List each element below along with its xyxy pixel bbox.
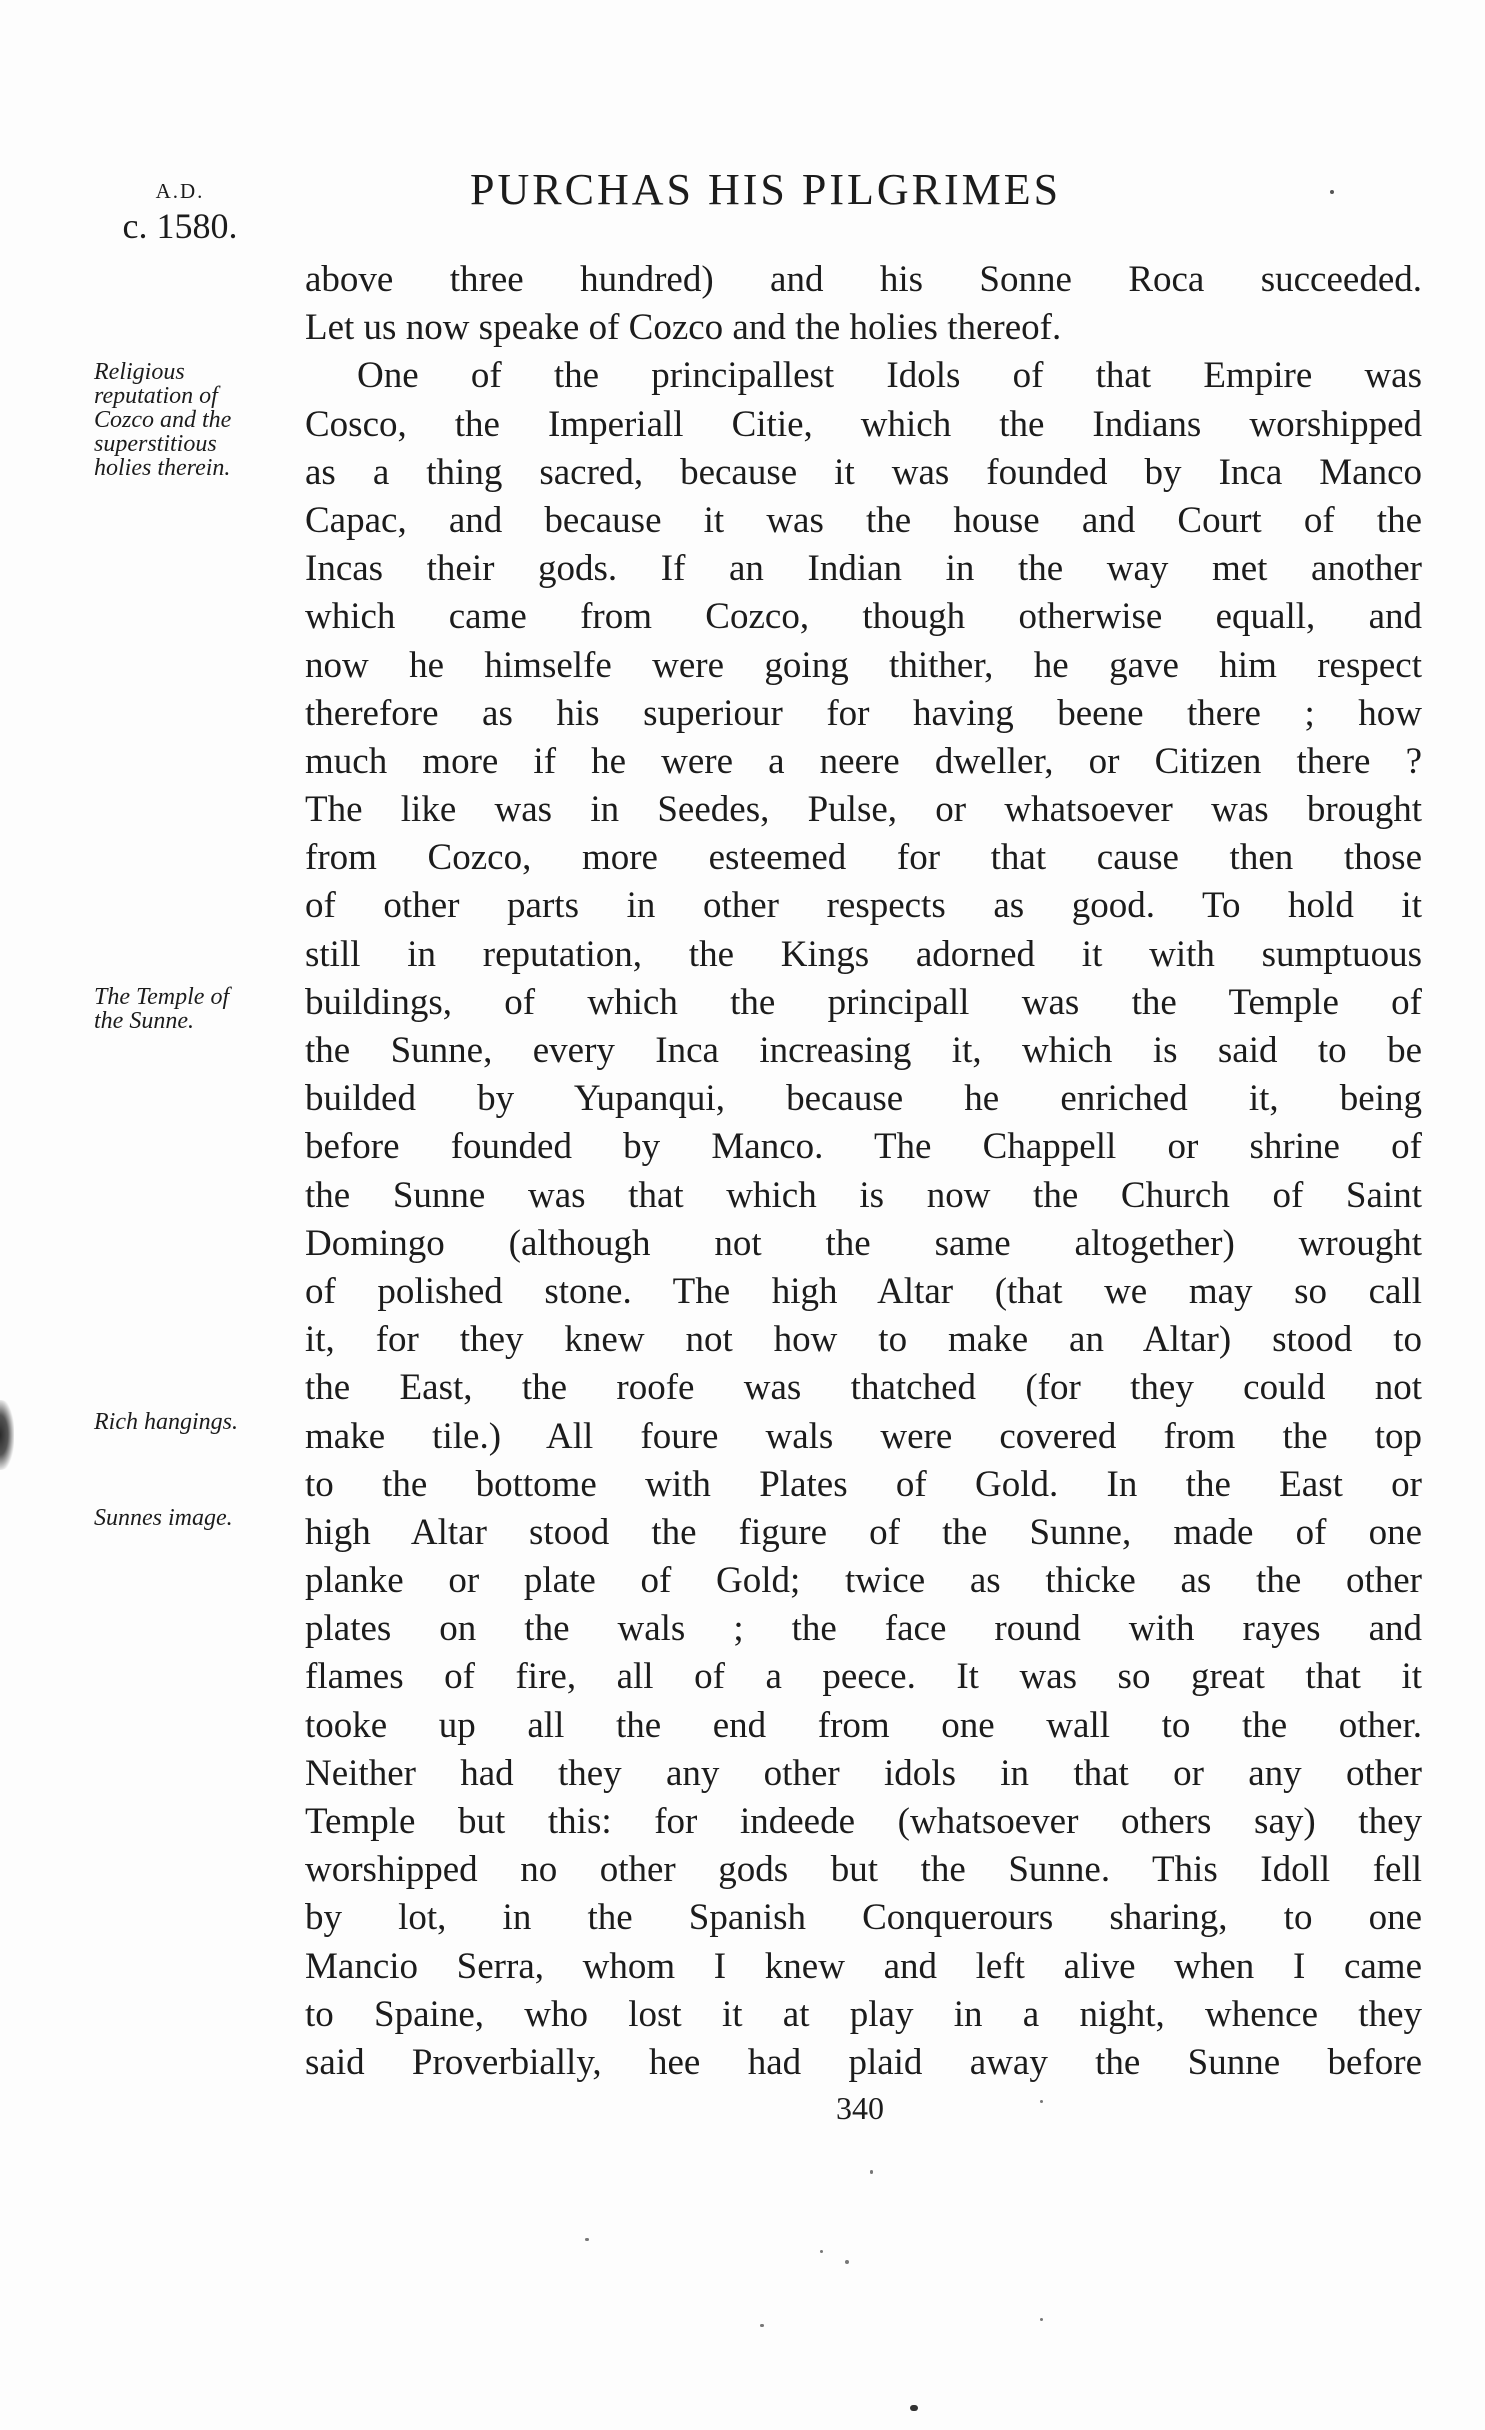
text-line: Mancio Serra, whom I knew and left alive when I came <box>305 1945 1422 1987</box>
text-line: before founded by Manco. The Chappell or shrine of <box>305 1126 1422 1168</box>
text-line: tooke up all the end from one wall to the other. <box>305 1704 1422 1746</box>
margin-date <box>100 178 260 248</box>
margin-note-line: holies therein. <box>94 455 231 481</box>
margin-note-religious <box>94 360 294 480</box>
running-title: PURCHAS HIS PILGRIMES <box>470 165 1062 214</box>
text-line: Neither had they any other idols in that or any other <box>305 1752 1422 1794</box>
margin-note-line: Religious <box>94 359 185 385</box>
margin-note-line: Sunnes image. <box>94 1505 233 1531</box>
text-line: to the bottome with Plates of Gold. In the East or <box>305 1463 1422 1505</box>
margin-note-line: reputation of <box>94 383 218 409</box>
text-line: buildings, of which the principall was the Temple of <box>305 981 1422 1023</box>
page-number: 340 <box>836 2090 884 2126</box>
ink-speck <box>1040 2100 1043 2103</box>
text-line: plates on the wals ; the face round with rayes and <box>305 1608 1422 1650</box>
text-line: Let us now speake of Cozco and the holies thereof. <box>305 307 1062 349</box>
text-line: it, for they knew not how to make an Altar) stood to <box>305 1319 1422 1361</box>
text-line: still in reputation, the Kings adorned it with sumptuous <box>305 933 1422 975</box>
text-line: Capac, and because it was the house and Court of the <box>305 499 1422 541</box>
text-line: of other parts in other respects as good. To hold it <box>305 885 1422 927</box>
text-line: of polished stone. The high Altar (that we may so call <box>305 1270 1422 1312</box>
text-line: much more if he were a neere dweller, or Citizen there ? <box>305 740 1422 782</box>
margin-note-line: Rich hangings. <box>94 1409 238 1435</box>
text-line: now he himselfe were going thither, he gave him respect <box>305 644 1422 686</box>
ink-speck <box>1040 2318 1043 2321</box>
margin-year: c. 1580. <box>122 206 238 246</box>
body-text <box>305 256 1422 2087</box>
margin-note-hangings <box>94 1410 294 1434</box>
text-line: which came from Cozco, though otherwise equall, and <box>305 596 1422 638</box>
text-line: as a thing sacred, because it was founded by Inca Manco <box>305 451 1422 493</box>
text-line: Incas their gods. If an Indian in the way met another <box>305 548 1422 590</box>
text-line: by lot, in the Spanish Conquerours sharing, to one <box>305 1897 1422 1939</box>
text-line: make tile.) All foure wals were covered from the top <box>305 1415 1422 1457</box>
text-line: the East, the roofe was thatched (for they could not <box>305 1367 1422 1409</box>
ink-speck <box>910 2405 918 2411</box>
text-line: flames of fire, all of a peece. It was so great that it <box>305 1656 1422 1698</box>
text-line: the Sunne was that which is now the Church of Saint <box>305 1174 1422 1216</box>
page-edge-shadow <box>0 1400 14 1470</box>
ink-speck <box>820 2250 823 2253</box>
margin-note-image <box>94 1506 294 1530</box>
text-line: said Proverbially, hee had plaid away the Sunne before <box>305 2041 1422 2083</box>
ink-speck <box>585 2238 589 2241</box>
text-line: from Cozco, more esteemed for that cause then those <box>305 837 1422 879</box>
ink-speck <box>845 2260 849 2264</box>
ink-speck <box>870 2170 873 2174</box>
margin-note-line: Cozco and the <box>94 407 232 433</box>
text-line: planke or plate of Gold; twice as thicke as the other <box>305 1560 1422 1602</box>
margin-note-line: The Temple of <box>94 984 230 1010</box>
text-line: Temple but this: for indeede (whatsoever others say) they <box>305 1801 1422 1842</box>
text-line: therefore as his superiour for having beene there ; how <box>305 692 1422 734</box>
text-line: The like was in Seedes, Pulse, or whatsoever was brought <box>305 789 1422 831</box>
text-line: Cosco, the Imperiall Citie, which the Indians worshipped <box>305 403 1422 445</box>
text-line: One of the principallest Idols of that Empire was <box>357 355 1422 397</box>
ink-speck <box>760 2324 764 2327</box>
text-line: the Sunne, every Inca increasing it, which is said to be <box>305 1030 1422 1071</box>
text-line: worshipped no other gods but the Sunne. This Idoll fell <box>305 1849 1422 1891</box>
margin-note-temple <box>94 985 294 1033</box>
ink-dot <box>1330 190 1334 194</box>
text-line: Domingo (although not the same altogether) wrought <box>305 1222 1422 1264</box>
text-line: high Altar stood the figure of the Sunne, made of one <box>305 1511 1422 1553</box>
margin-date-label: A.D. <box>155 179 205 203</box>
text-line: above three hundred) and his Sonne Roca succeeded. <box>305 259 1422 300</box>
margin-note-line: superstitious <box>94 431 217 457</box>
text-line: to Spaine, who lost it at play in a night, whence they <box>305 1993 1422 2035</box>
margin-note-line: the Sunne. <box>94 1008 194 1034</box>
text-line: builded by Yupanqui, because he enriched it, being <box>305 1078 1422 1120</box>
